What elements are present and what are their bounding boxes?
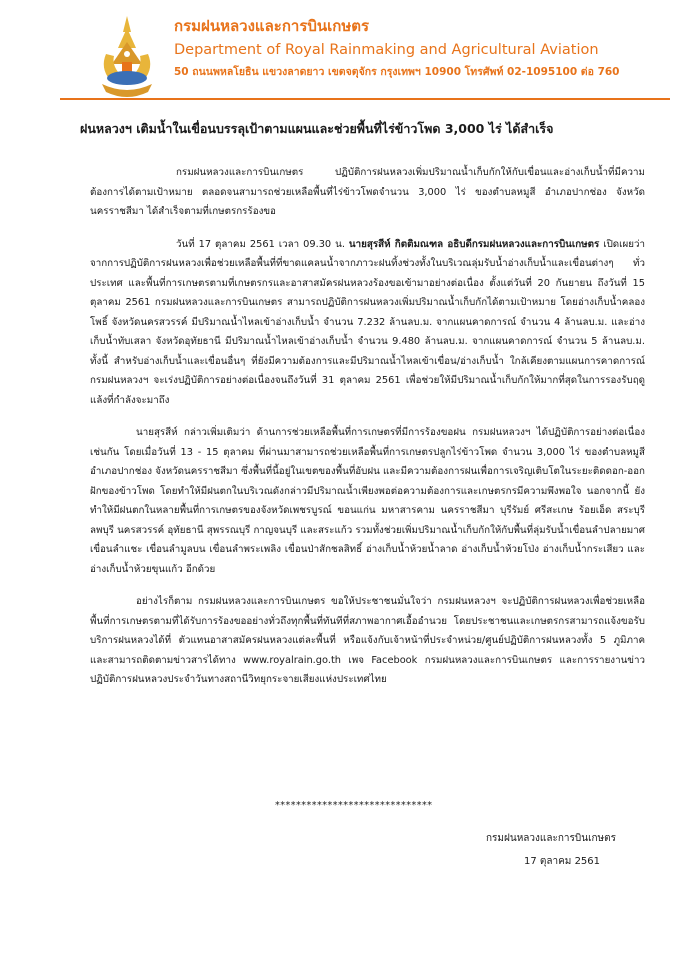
paragraph-3: นายสุรสีห์ กล่าวเพิ่มเติมว่า ด้านการช่วยเหลือพื้นที่การเกษตรที่มีการร้องขอฝน กรมฝนหลวงฯ ได้ปฏิบัติการอย่างต่อเนื่องเช่นกัน โดยเมื่อวันที่ 13 - 15 ตุลาคม ที่ผ่านมาสามารถช่วยเหลือพื้นที่การเกษตรปลูกไร่ข้าวโพด จำนวน 3,000 ไร่ ของตำบลหมูสี อำเภอปากช่อง จังหวัดนครราชสีมา ซึ่งพื้นที่นี้อยู่ในเขตของพื้นที่อับฝน และมีความต้องการฝนเพื่อการเจริญเติบโตในระยะติดดอก-ออกฝักของข้าวโพด โดยทำให้มีฝนตกในบริเวณดังกล่าวมีปริมาณน้ำเพียงพอต่อความต้องการและเกษตรกรมีความพึงพอใจ นอกจากนี้ ยังทำให้มีฝนตกในหลายพื้นที่การเกษตรของจังหวัดเพชรบูรณ์ ขอนแก่น มหาสารคาม นครราชสีมา บุรีรัมย์ ศรีสะเกษ ร้อยเอ็ด สระบุรี ลพบุรี นครสวรรค์ อุทัยธานี สุพรรณบุรี กาญจนบุรี และสระแก้ว รวมทั้งช่วยเพิ่มปริมาณน้ำเก็บกักให้กับพื้นที่ลุ่มรับน้ำเขื่อนลำปลายมาศ เขื่อนลำแชะ เขื่อนลำมูลบน เขื่อนลำพระเพลิง เขื่อนป่าสักชลสิทธิ์ อ่างเก็บน้ำห้วยน้ำลาด อ่างเก็บน้ำห้วยโป่ง อ่างเก็บน้ำกระเสียว และอ่างเก็บน้ำห้วยขุนแก้ว อีกด้วย — [90, 427, 645, 575]
paragraph-4: อย่างไรก็ตาม กรมฝนหลวงและการบินเกษตร ขอให้ประชาชนมั่นใจว่า กรมฝนหลวงฯ จะปฏิบัติการฝนหลวงเพื่อช่วยเหลือพื้นที่การเกษตรตามที่ได้รับการร้องขออย่างทั่วถึงทุกพื้นที่ทันทีที่สภาพอากาศเอื้ออำนวย โดยประชาชนและเกษตรกรสามารถแจ้งขอรับบริการฝนหลวงได้ที่ ตัวแทนอาสาสมัครฝนหลวงแต่ละพื้นที่ หรือแจ้งกับเจ้าหน้าที่ประจำหน่วย/ศูนย์ปฏิบัติการฝนหลวงทั้ง 5 ภูมิภาค และสามารถติดตามข่าวสารได้ทาง www.royalrain.go.th เพจ Facebook กรมฝนหลวงและการบินเกษตร และการรายงานข่าวปฏิบัติการฝนหลวงประจำวันทางสถานีวิทยุกระจายเสียงแห่งประเทศไทย — [90, 596, 645, 685]
article-body — [90, 163, 645, 703]
headline: ฝนหลวงฯ เติมน้ำในเขื่อนบรรลุเป้าตามแผนและช่วยพื้นที่ไร่ข้าวโพด 3,000 ไร่ ได้สำเร็จ — [80, 121, 554, 136]
paragraph-2-official-name: นายสุรสีห์ กิตติมณฑล อธิบดีกรมฝนหลวงและการบินเกษตร — [348, 238, 600, 250]
department-emblem-icon — [92, 14, 162, 104]
signature-org: กรมฝนหลวงและการบินเกษตร — [485, 833, 617, 844]
signature-block — [466, 827, 636, 873]
paragraph-2 — [90, 235, 645, 411]
letterhead — [174, 16, 674, 80]
header-divider — [60, 98, 670, 100]
signature-date: 17 ตุลาคม 2561 — [523, 856, 601, 867]
separator: ****************************** — [275, 800, 433, 811]
paragraph-2-text: เปิดเผยว่า จากการปฏิบัติการฝนหลวงเพื่อช่วยเหลือพื้นที่ที่ขาดแคลนน้ำจากภาวะฝนทิ้งช่วงทั้งในบริเวณลุ่มรับน้ำอ่างเก็บน้ำและเขื่อนต่างๆ ทั่วประเทศ และพื้นที่การเกษตรตามที่เกษตรกรและอาสาสมัครฝนหลวงร้องขอเข้ามาอย่างต่อเนื่อง ตั้งแต่วันที่ 20 กันยายน ถึงวันที่ 15 ตุลาคม 2561 กรมฝนหลวงและการบินเกษตร สามารถปฏิบัติการฝนหลวงเพิ่มปริมาณน้ำเก็บกักได้ตามเป้าหมาย โดยอ่างเก็บน้ำคลองโพธิ์ จังหวัดนครสวรรค์ มีปริมาณน้ำไหลเข้าอ่างเก็บน้ำ จำนวน 7.232 ล้านลบ.ม. จากแผนคาดการณ์ จำนวน 4 ล้านลบ.ม. และอ่างเก็บน้ำทับเสลา จังหวัดอุทัยธานี มีปริมาณน้ำไหลเข้าอ่างเก็บน้ำ จำนวน 9.480 ล้านลบ.ม. จากแผนคาดการณ์ จำนวน 5 ล้านลบ.ม. ทั้งนี้ สำหรับอ่างเก็บน้ำและเขื่อนอื่นๆ ที่ยังมีความต้องการและมีปริมาณน้ำไหลเข้าเขื่อน/อ่างเก็บน้ำ ใกล้เคียงตามแผนการคาดการณ์ กรมฝนหลวงฯ จะเร่งปฏิบัติการอย่างต่อเนื่องจนถึงวันที่ 31 ตุลาคม 2561 เพื่อช่วยให้มีปริมาณน้ำเก็บกักให้มากที่สุดในการรองรับฤดูแล้งที่กำลังจะมาถึง — [90, 238, 645, 406]
org-name-english: Department of Royal Rainmaking and Agricultural Aviation — [174, 42, 599, 58]
paragraph-2-date: วันที่ 17 ตุลาคม 2561 เวลา 09.30 น. — [176, 238, 345, 250]
paragraph-1: กรมฝนหลวงและการบินเกษตร ปฏิบัติการฝนหลวงเพิ่มปริมาณน้ำเก็บกักให้กับเขื่อนและอ่างเก็บน้ำที่มีความต้องการได้ตามเป้าหมาย ตลอดจนสามารถช่วยเหลือพื้นที่ไร่ข้าวโพดจำนวน 3,000 ไร่ ของตำบลหมูสี อำเภอปากช่อง จังหวัดนครราชสีมา ได้สำเร็จตามที่เกษตรกรร้องขอ — [90, 167, 645, 217]
org-name-thai: กรมฝนหลวงและการบินเกษตร — [174, 17, 370, 35]
org-address: 50 ถนนพหลโยธิน แขวงลาดยาว เขตจตุจักร กรุงเทพฯ 10900 โทรศัพท์ 02-1095100 ต่อ 760 — [174, 66, 620, 78]
